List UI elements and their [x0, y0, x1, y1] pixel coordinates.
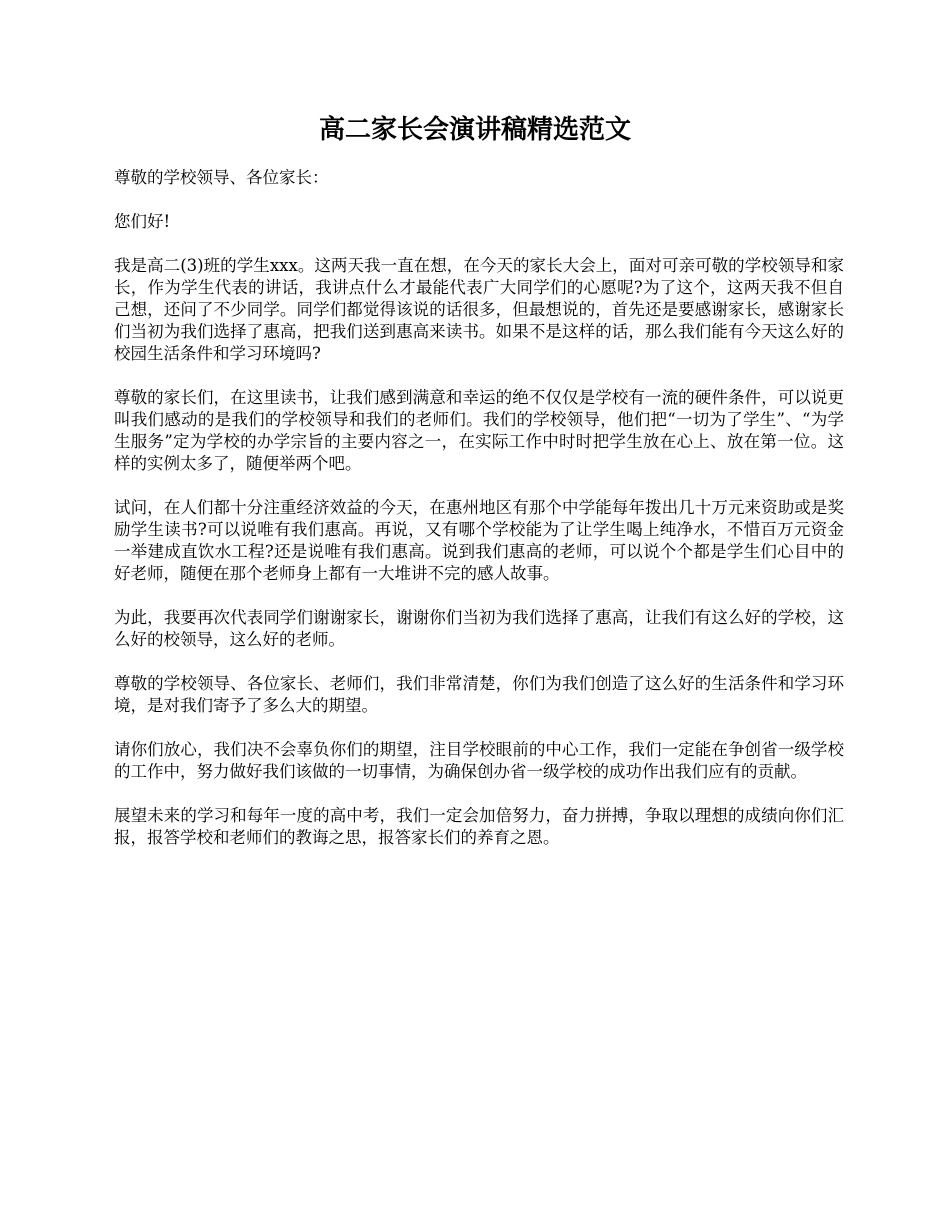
paragraph: 我是高二(3)班的学生xxx。这两天我一直在想，在今天的家长大会上，面对可亲可敬的学校领导和家长，作为学生代表的讲话，我讲点什么才最能代表广大同学们的心愿呢?为了这个，这两天我不但自己想，还问了不少同学。同学们都觉得该说的话很多，但最想说的，首先还是要感谢家长，感谢家长们当初为我们选择了惠高，把我们送到惠高来读书。如果不是这样的话，那么我们能有今天这么好的校园生活条件和学习环境吗?: [114, 256, 844, 363]
paragraph-salutation: 尊敬的学校领导、各位家长：: [114, 168, 329, 187]
paragraph: 请你们放心，我们决不会辜负你们的期望，注目学校眼前的中心工作，我们一定能在争创省一级学校的工作中，努力做好我们该做的一切事情，为确保创办省一级学校的成功作出我们应有的贡献。: [114, 740, 844, 781]
document-body: [114, 167, 844, 871]
paragraph: 尊敬的家长们，在这里读书，让我们感到满意和幸运的绝不仅仅是学校有一流的硬件条件，可以说更叫我们感动的是我们的学校领导和我们的老师们。我们的学校领导，他们把“一切为了学生”、“为学生服务”定为学校的办学宗旨的主要内容之一，在实际工作中时时把学生放在心上、放在第一位。这样的实例太多了，随便举两个吧。: [114, 388, 844, 473]
paragraph: 展望未来的学习和每年一度的高中考，我们一定会加倍努力，奋力拼搏，争取以理想的成绩向你们汇报，报答学校和老师们的教诲之思，报答家长们的养育之恩。: [114, 806, 844, 847]
paragraph: 尊敬的学校领导、各位家长、老师们，我们非常清楚，你们为我们创造了这么好的生活条件和学习环境，是对我们寄予了多么大的期望。: [114, 674, 844, 715]
paragraph-greeting: 您们好!: [114, 212, 171, 231]
paragraph: 试问，在人们都十分注重经济效益的今天，在惠州地区有那个中学能每年拨出几十万元来资助或是奖励学生读书?可以说唯有我们惠高。再说，又有哪个学校能为了让学生喝上纯净水，不惜百万元资金一举建成直饮水工程?还是说唯有我们惠高。说到我们惠高的老师，可以说个个都是学生们心目中的好老师，随便在那个老师身上都有一大堆讲不完的感人故事。: [114, 498, 844, 583]
document-title: 高二家长会演讲稿精选范文: [318, 115, 631, 145]
paragraph: 为此，我要再次代表同学们谢谢家长，谢谢你们当初为我们选择了惠高，让我们有这么好的学校，这么好的校领导，这么好的老师。: [114, 608, 844, 649]
